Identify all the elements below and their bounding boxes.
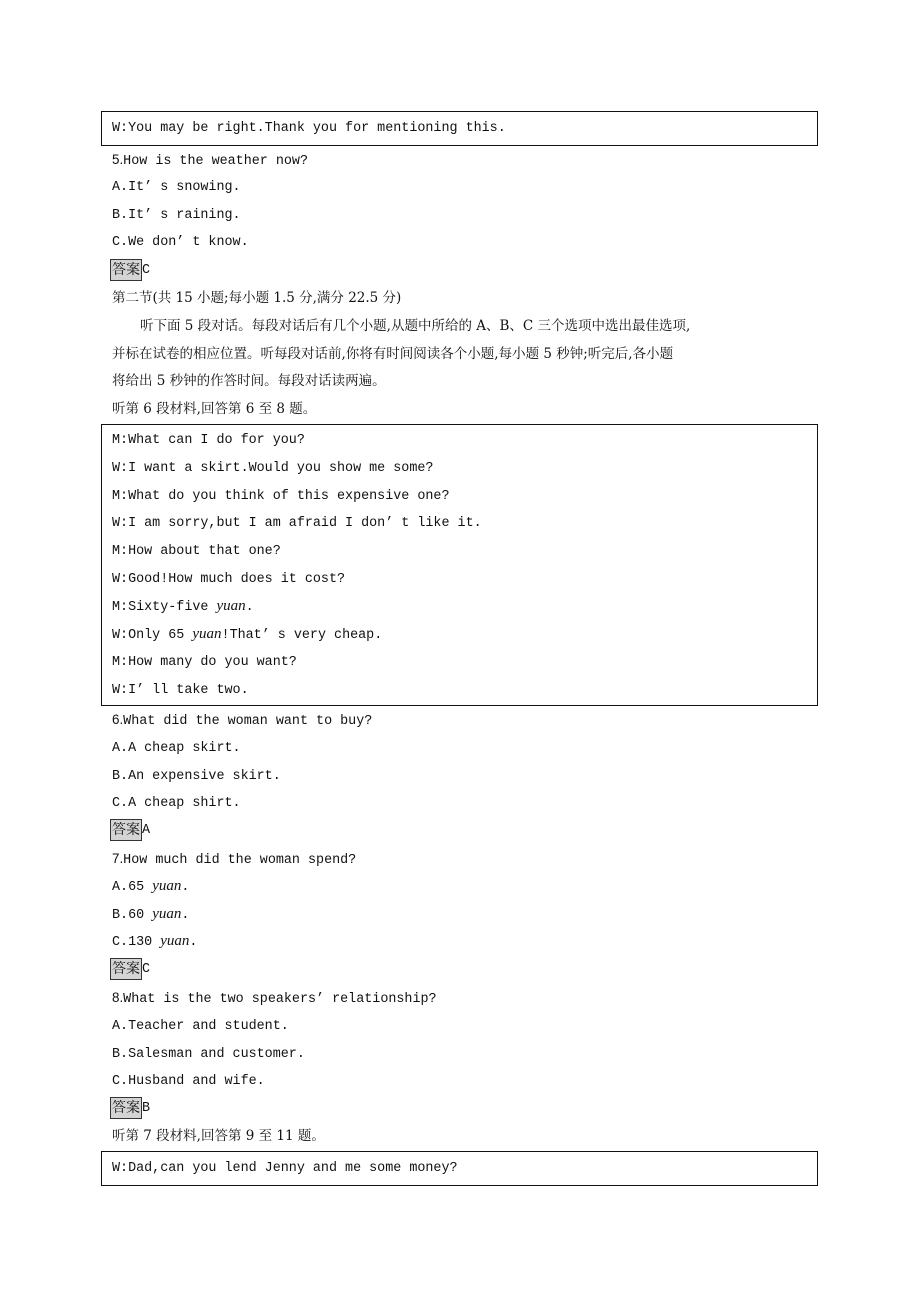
option-b	[112, 901, 818, 929]
text: B.60	[112, 907, 153, 923]
italic-text: yuan	[160, 933, 190, 950]
option-c: C.We don’ t know.	[112, 235, 249, 251]
question-number: 8.	[112, 989, 124, 1005]
dialogue-line	[112, 509, 817, 537]
document-page	[112, 111, 818, 1186]
answer-badge: 答案	[110, 819, 142, 841]
answer-6	[112, 817, 818, 845]
question-8	[112, 984, 818, 1012]
text: .	[189, 935, 198, 951]
text: A.65	[112, 879, 153, 895]
dialogue-box-7	[101, 1151, 818, 1186]
option-c	[112, 789, 818, 817]
option-b	[112, 1040, 818, 1068]
option-b: B.It’ s raining.	[112, 207, 241, 223]
text: C.A cheap shirt.	[112, 796, 241, 812]
question-text: How is the weather now?	[123, 154, 308, 169]
option-a	[112, 873, 818, 901]
text: W:I am sorry,but I am afraid I don’ t like it.	[112, 516, 482, 532]
question-number: 6.	[112, 711, 124, 727]
question-text: What did the woman want to buy?	[123, 713, 373, 729]
question-6	[112, 706, 818, 734]
question-text: How much did the woman spend?	[123, 852, 357, 868]
question-5	[112, 146, 818, 174]
text: C.Husband and wife.	[112, 1074, 265, 1090]
text: M:Sixty-five	[112, 599, 217, 615]
dialogue-box-6	[101, 424, 818, 706]
dialogue-line	[112, 565, 817, 593]
italic-text: yuan	[192, 625, 222, 642]
instruction-line: 听下面 5 段对话。每段对话后有几个小题,从题中所给的 A、B、C 三个选项中选出最佳选项,	[140, 317, 691, 334]
dialogue-line: W:Dad,can you lend Jenny and me some money?	[112, 1160, 458, 1176]
text: B.Salesman and customer.	[112, 1046, 305, 1062]
dialogue-line	[112, 648, 817, 676]
dialogue-line	[112, 482, 817, 510]
instruction-line: 并标在试卷的相应位置。听每段对话前,你将有时间阅读各个小题,每小题 5 秒钟;听完后,各小题	[112, 345, 674, 362]
dialogue-line	[112, 454, 817, 482]
italic-text: yuan	[216, 597, 246, 614]
answer-badge: 答案	[110, 1097, 142, 1119]
text: W:I’ ll take two.	[112, 683, 249, 699]
option-a	[112, 1012, 818, 1040]
answer-value: C	[142, 263, 151, 279]
answer-value: B	[142, 1101, 151, 1117]
text: M:What do you think of this expensive one?	[112, 488, 450, 504]
section-title: 第二节(共 15 小题;每小题 1.5 分,满分 22.5 分)	[112, 289, 402, 306]
option-a	[112, 734, 818, 762]
text: M:How many do you want?	[112, 655, 297, 671]
text: W:Good!How much does it cost?	[112, 571, 346, 587]
text: W:I want a skirt.Would you show me some?	[112, 460, 434, 476]
option-c	[112, 928, 818, 956]
question-7	[112, 845, 818, 873]
dialogue-line	[112, 593, 817, 621]
text: .	[181, 879, 190, 895]
text: A.Teacher and student.	[112, 1018, 289, 1034]
dialogue-line	[112, 676, 817, 704]
italic-text: yuan	[152, 877, 182, 894]
text: M:How about that one?	[112, 544, 281, 560]
dialogue-line	[112, 537, 817, 565]
text: B.An expensive skirt.	[112, 768, 281, 784]
answer-5	[112, 257, 818, 285]
option-c	[112, 1067, 818, 1095]
text: A.A cheap skirt.	[112, 740, 241, 756]
option-b	[112, 762, 818, 790]
italic-text: yuan	[152, 905, 182, 922]
text: C.130	[112, 935, 161, 951]
question-number: 7.	[112, 850, 124, 866]
text: !That’ s very cheap.	[221, 627, 383, 643]
answer-badge: 答案	[110, 958, 142, 980]
text: .	[245, 599, 254, 615]
answer-value: C	[142, 962, 151, 978]
answer-badge: 答案	[110, 259, 142, 281]
instruction-line: 将给出 5 秒钟的作答时间。每段对话读两遍。	[112, 373, 386, 390]
dialogue-line: W:You may be right.Thank you for mentioning this.	[112, 121, 506, 136]
question-number: 5.	[112, 152, 124, 167]
option-a: A.It’ s snowing.	[112, 179, 241, 195]
text: M:What can I do for you?	[112, 432, 305, 448]
question-text: What is the two speakers’ relationship?	[123, 991, 437, 1007]
material-6-heading: 听第 6 段材料,回答第 6 至 8 题。	[112, 401, 317, 418]
answer-value: A	[142, 823, 151, 839]
dialogue-box-5	[101, 111, 818, 146]
answer-8	[112, 1095, 818, 1123]
text: .	[181, 907, 190, 923]
dialogue-line	[112, 621, 817, 649]
material-7-heading: 听第 7 段材料,回答第 9 至 11 题。	[112, 1127, 325, 1144]
dialogue-line	[112, 426, 817, 454]
answer-7	[112, 956, 818, 984]
text: W:Only 65	[112, 627, 193, 643]
